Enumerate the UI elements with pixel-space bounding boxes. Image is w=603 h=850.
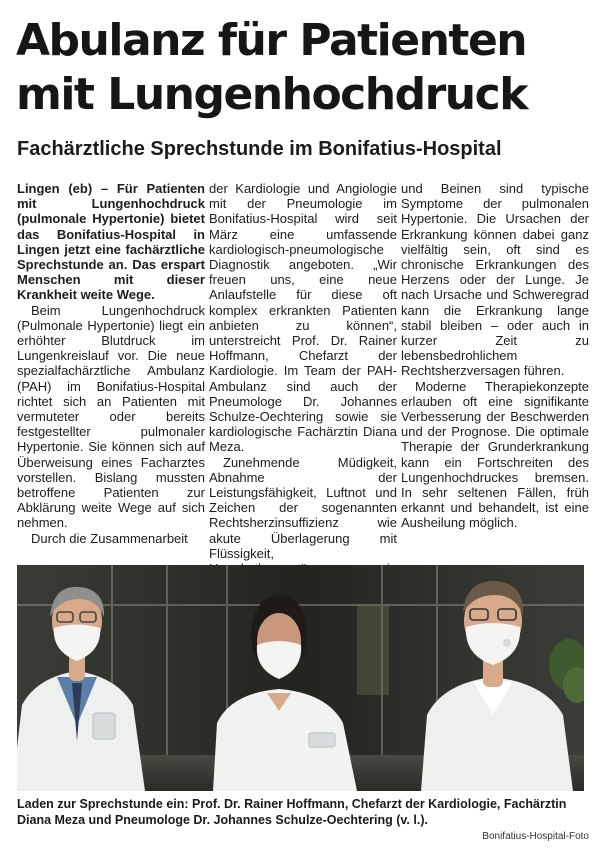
article-paragraph: Lingen (eb) – Für Patienten mit Lungenhochdruck (pulmonale Hypertonie) bietet das Bonifatius-Hospital in Lingen jetzt eine fachärztliche Sprechstunde an. Das erspart Menschen mit dieser Krankheit weite Wege. xyxy=(17,181,205,303)
article-paragraph: Zunehmende Müdigkeit, Abnahme der Leistungsfähigkeit, Luftnot und Zeichen der sogenannten Rechtsherzinsuffizienz wie akute Überlagerung mit Flüssigkeit, xyxy=(209,454,397,561)
article-paragraph: Beim Lungenhochdruck (Pulmonale Hypertonie) liegt ein erhöhter Blutdruck im Lungenkreislauf vor. Die neue spezialfachärztliche Ambulanz (PAH) im Bonifatius-Hospital richtet sich an Patienten mit vermuteter oder bereits festgestellter pulmonaler Hypertonie. Sie können sich auf Überweisung eines Facharztes vorstellen. Bislang mussten betroffene Patienten zur Abklärung weite Wege auf sich nehmen. xyxy=(17,302,205,531)
caption-text: Laden zur Sprechstunde ein: Prof. Dr. Rainer Hoffmann, Chefarzt der Kardiologie, Fachärztin Diana Meza und Pneumologe Dr. Johannes Schulze-Oechtering (v. l.). xyxy=(17,797,567,827)
photo-credit: Bonifatius-Hospital-Foto xyxy=(482,831,589,842)
window-reflection xyxy=(357,605,389,695)
headline-line-1: Abulanz für Patienten xyxy=(16,15,527,66)
subheadline: Fachärztliche Sprechstunde im Bonifatius-Hospital xyxy=(17,138,502,160)
article-column-1 xyxy=(17,181,205,546)
article-photo xyxy=(17,565,584,791)
headline xyxy=(16,14,596,122)
article-column-2 xyxy=(209,181,397,591)
headline-line-2: mit Lungenhochdruck xyxy=(16,69,527,120)
article-paragraph: der Kardiologie und Angiologie mit der Pneumologie im Bonifatius-Hospital wird seit März eine umfassende kardiologisch-pneumologische Diagnostik angeboten. „Wir freuen uns, eine neue Anlaufstelle für diese oft komplex erkrankten Patienten anbieten zu können“, unterstreicht Prof. Dr. Rainer Hoffmann, Chefarzt der Kardiologie. Im Team der PAH-Ambulanz sind auch der Pneumologe Dr. Johannes Schulze-Oechtering sowie sie kardiologische Fachärztin Diana Meza. xyxy=(209,181,397,455)
photo-illustration xyxy=(17,565,584,791)
article-paragraph: und Beinen sind typische Symptome der pulmonalen Hypertonie. Die Ursachen der Erkrankung können dabei ganz vielfältig sein, oft sind es chronische Erkrankungen des Herzens oder der Lunge. Je nach Ursache und Schweregrad kann die Erkrankung lange stabil bleiben – oder auch in kurzer Zeit zu lebensbedrohlichem Rechtsherzversagen führen. xyxy=(401,181,589,379)
article-paragraph: Durch die Zusammenarbeit xyxy=(31,530,188,546)
article-paragraph: Moderne Therapiekonzepte erlauben oft eine signifikante Verbesserung der Beschwerden und der Prognose. Die optimale Therapie der Grunderkrankung kann ein Fortschreiten des Lungenhochdruckes bremsen. In sehr seltenen Fällen, früh erkannt und behandelt, ist eine Ausheilung möglich. xyxy=(401,378,589,531)
photo-caption xyxy=(17,796,589,845)
article-column-3 xyxy=(401,181,589,531)
